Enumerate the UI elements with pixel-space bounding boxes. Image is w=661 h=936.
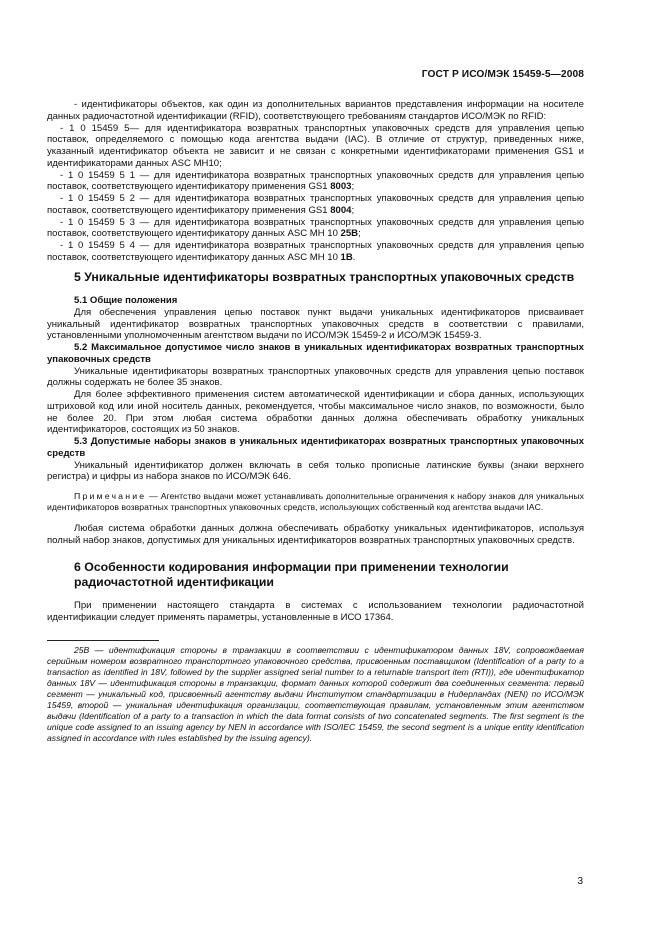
oid-item: - 1 0 15459 5 1 — для идентификатора возвратных транспортных упаковочных средств для управления цепью поставок, соответствующего идентификатору применения GS1 8003;: [47, 169, 584, 193]
document-header: ГОСТ Р ИСО/МЭК 15459-5—2008: [421, 69, 584, 80]
footnote: 25B — идентификация стороны в транзакции в соответствии с идентификатором данных 18V, сопровождаемая серийным номером возвратного транспортного упаковочного средства, присвоенным поставщиком (Identification of a party to a transaction as identified in 18V, followed by the supplier assigned serial number to a returnable transport item (RTI)), где идентификатор данных 18V — идентификация стороны в транзакции, формат данных которой содержит два соединенных сегмента: первый сегмент — уникальный код, присвоенный агентству выдачи Институтом стандартизации в Нидерландах (NEN) по ИСО/МЭК 15459, второй — уникальная идентификация организации, соответствующая правилам, установленным этим агентством выдачи (Identification of a party to a transaction in which the data format consists of two concatenated segments. The first segment is the unique code assigned to an issuing agency by NEN in accordance with ISO/IEC 15459, the second segment is a unique entity identification assigned in accordance with rules established by the issuing agency).: [47, 644, 584, 744]
intro-paragraph: - идентификаторы объектов, как один из дополнительных вариантов представления информации на носителе данных радиочастотной идентификации (RFID), соответствующего требованиям стандартов ИСО/МЭК по RFID:: [47, 99, 584, 122]
section-5-heading: 5 Уникальные идентификаторы возвратных транспортных упаковочных средств: [74, 269, 575, 284]
subsection-5-2-heading: 5.2 Максимальное допустимое число знаков в уникальных идентификаторах возвратных транспортных упаковочных средств: [47, 342, 584, 365]
subsection-5-3-heading: 5.3 Допустимые наборы знаков в уникальных идентификаторах возвратных транспортных упаковочных средств: [47, 436, 584, 459]
paragraph: Уникальные идентификаторы возвратных транспортных упаковочных средств для управления цепью поставок должны содержать не более 35 знаков.: [47, 365, 584, 389]
note: Примечание — Агентство выдачи может устанавливать дополнительные ограничения к набору знаков для уникальных идентификаторов возвратных транспортных упаковочных средств, использующих собственный код агентства выдачи IAC.: [47, 491, 584, 512]
page-number: 3: [577, 876, 583, 887]
oid-item: - 1 0 15459 5 3 — для идентификатора возвратных транспортных упаковочных средств для управления цепью поставок, соответствующего идентификатору данных ASC MH 10 25B;: [47, 216, 584, 240]
paragraph: При применении настоящего стандарта в системах с использованием технологии радиочастотной идентификации следует применять параметры, установленные в ИСО 17364.: [47, 600, 584, 624]
paragraph: Любая система обработки данных должна обеспечивать обработку уникальных идентификаторов, используя полный набор знаков, допустимых для уникальных идентификаторов возвратных транспортных упаковочных средств.: [47, 522, 584, 546]
subsection-5-1-heading: 5.1 Общие положения: [74, 295, 178, 306]
footnote-divider: [47, 640, 159, 641]
paragraph: Уникальный идентификатор должен включать в себя только прописные латинские буквы (знаки верхнего регистра) и цифры из набора знаков по ИСО/МЭК 646.: [47, 459, 584, 483]
paragraph: Для более эффективного применения систем автоматической идентификации и сбора данных, использующих штриховой код или иной носитель данных, рекомендуется, чтобы максимальное число знаков, по возможности, было не более 20. При этом любая система обработки данных должна обеспечивать обработку уникальных идентификаторов, состоящих из 50 знаков.: [47, 389, 584, 436]
oid-item: - 1 0 15459 5— для идентификатора возвратных транспортных упаковочных средств для управления цепью поставок, определяемого с помощью кода агентства выдачи (IAC). В отличие от структур, приведенных ниже, указанный идентификатор объекта не зависит и не связан с конкретными идентификаторами применения GS1 и идентификаторами данных ASC MH10;: [47, 122, 584, 169]
oid-item: - 1 0 15459 5 4 — для идентификатора возвратных транспортных упаковочных средств для управления цепью поставок, соответствующего идентификатору данных ASC MH 10 1B.: [47, 240, 584, 263]
paragraph: Для обеспечения управления цепью поставок пункт выдачи уникальных идентификаторов присваивает уникальный идентификатор возвратных транспортных упаковочных средств в соответствии с правилами, установленными уполномоченным агентством выдачи по ИСО/МЭК 15459-2 и ИСО/МЭК 15459-3.: [47, 306, 584, 342]
oid-item: - 1 0 15459 5 2 — для идентификатора возвратных транспортных упаковочных средств для управления цепью поставок, соответствующего идентификатору применения GS1 8004;: [47, 193, 584, 216]
note-label: Примечание: [74, 491, 147, 501]
document-body: [47, 99, 584, 744]
section-6-heading: 6 Особенности кодирования информации при применении технологии радиочастотной идентификации: [74, 560, 509, 589]
